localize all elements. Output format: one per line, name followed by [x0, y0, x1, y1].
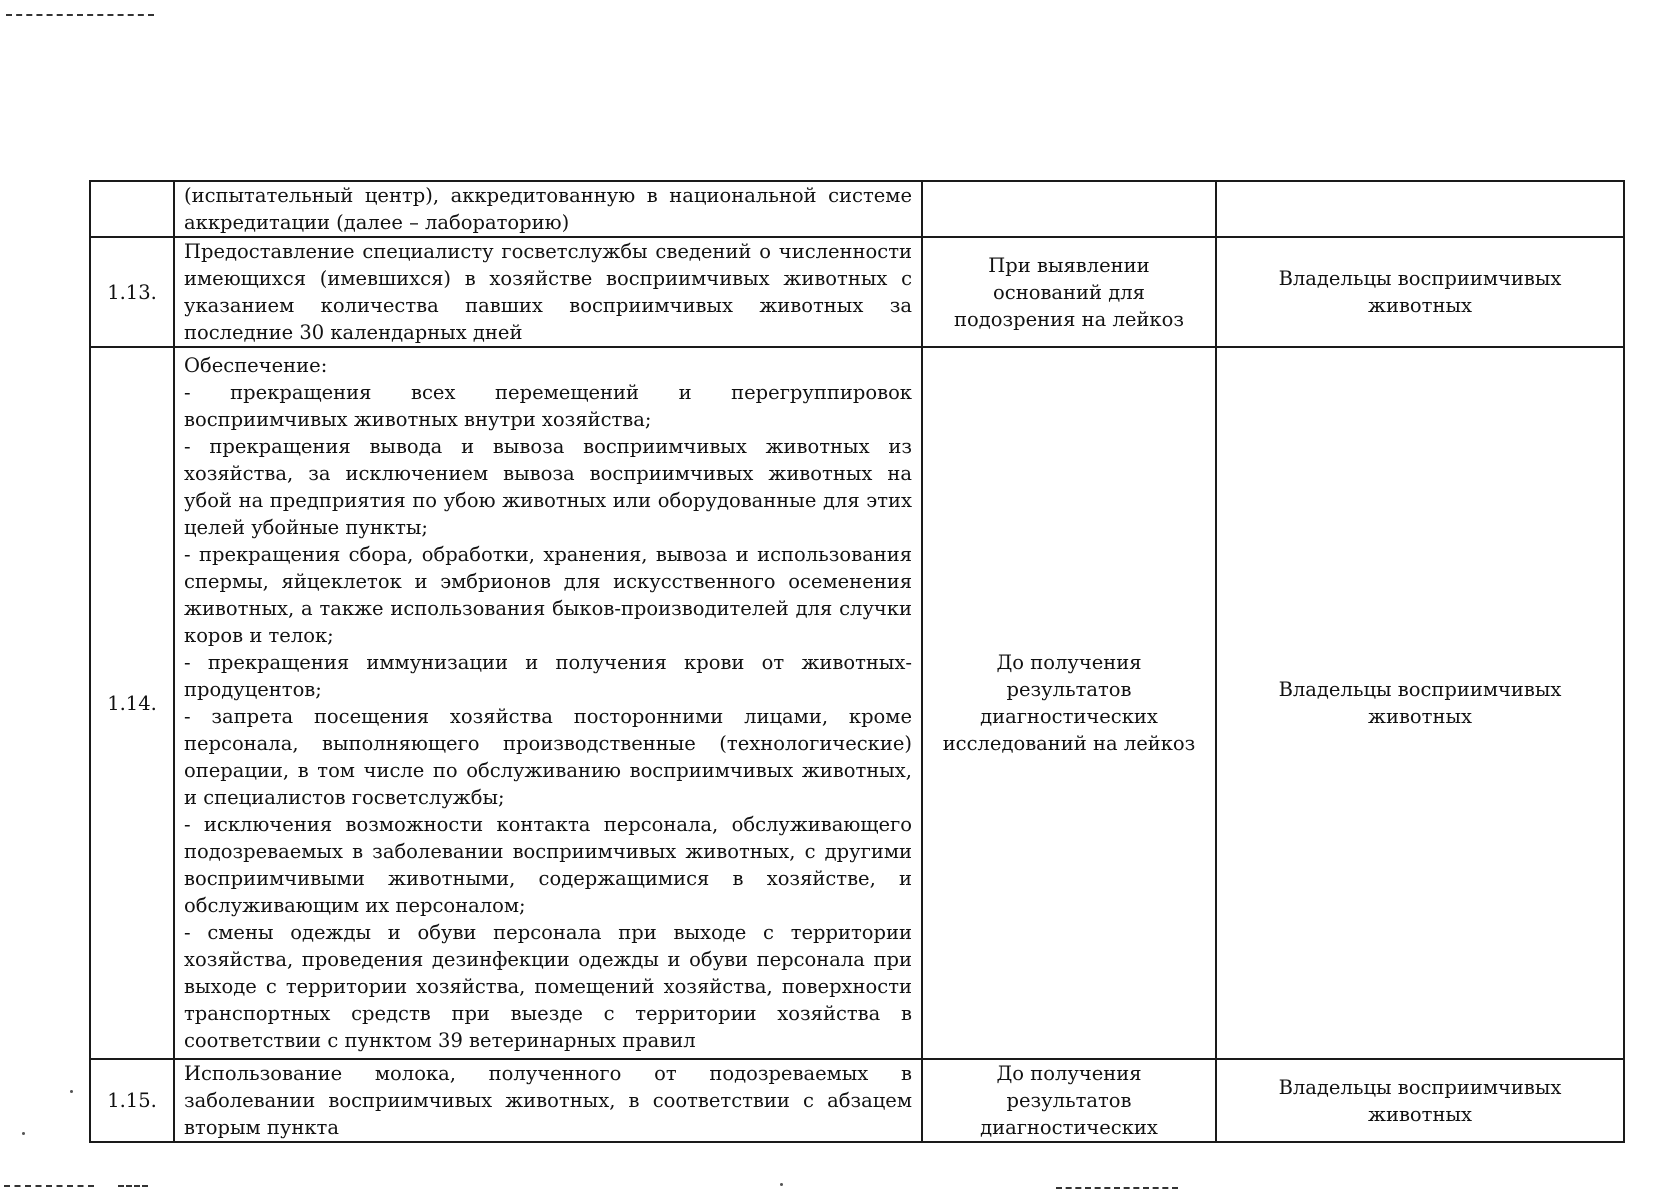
measure-cell [174, 347, 922, 1059]
responsible-cell [1216, 181, 1624, 237]
table-row-1-14 [90, 347, 1624, 1059]
row-number: 1.15. [90, 1059, 174, 1142]
table-row-1-13 [90, 237, 1624, 347]
measure-text: (испытательный центр), аккредитованную в национальной системе аккредитации (далее – лабораторию) [184, 184, 912, 234]
scan-artifact-top-left [6, 14, 154, 16]
measure-text: - запрета посещения хозяйства посторонними лицами, кроме персонала, выполняющего производственные (технологические) операции, в том числе по обслуживанию восприимчивых животных, и специалистов госветслужбы; [184, 705, 912, 809]
measures-table [89, 180, 1625, 1143]
scan-artifact-bottom-left [4, 1185, 94, 1187]
term-cell: При выявлении оснований для подозрения на лейкоз [922, 237, 1216, 347]
responsible-cell: Владельцы восприимчивых животных [1216, 347, 1624, 1059]
responsible-cell: Владельцы восприимчивых животных [1216, 1059, 1624, 1142]
term-cell [922, 181, 1216, 237]
responsible-cell: Владельцы восприимчивых животных [1216, 237, 1624, 347]
measure-text: Обеспечение: [184, 354, 328, 377]
measure-text: - смены одежды и обуви персонала при выходе с территории хозяйства, проведения дезинфекции одежды и обуви персонала при выходе с территории хозяйства, помещений хозяйства, поверхности транспортных средств при выезде с территории хозяйства в соответствии с пунктом 39 ветеринарных правил [184, 921, 912, 1052]
scan-artifact-bottom-left-2 [118, 1185, 148, 1187]
scan-dot-2 [22, 1132, 25, 1135]
term-cell: До получения результатов диагностических [922, 1059, 1216, 1142]
measure-cell [174, 237, 922, 347]
measure-text: - прекращения сбора, обработки, хранения, вывоза и использования спермы, яйцеклеток и эмбрионов для искусственного осеменения животных, а также использования быков-производителей для случки коров и телок; [184, 543, 912, 647]
measure-cell [174, 181, 922, 237]
scan-artifact-bottom-right [1056, 1187, 1178, 1189]
measure-cell [174, 1059, 922, 1142]
scan-dot-1 [70, 1090, 73, 1093]
scan-dot-3 [780, 1183, 783, 1186]
table-row-1-15 [90, 1059, 1624, 1142]
measure-text: - прекращения вывода и вывоза восприимчивых животных из хозяйства, за исключением вывоза восприимчивых животных на убой на предприятия по убою животных или оборудованные для этих целей убойные пункты; [184, 435, 912, 539]
row-number: 1.13. [90, 237, 174, 347]
row-number [90, 181, 174, 237]
measure-text: - исключения возможности контакта персонала, обслуживающего подозреваемых в заболевании восприимчивых животных, с другими восприимчивыми животными, содержащимися в хозяйстве, и обслуживающим их персоналом; [184, 813, 912, 917]
measure-text: - прекращения всех перемещений и перегруппировок восприимчивых животных внутри хозяйства; [184, 381, 912, 431]
measure-text: - прекращения иммунизации и получения крови от животных-продуцентов; [184, 651, 912, 701]
measure-text: Предоставление специалисту госветслужбы сведений о численности имеющихся (имевшихся) в хозяйстве восприимчивых животных с указанием количества павших восприимчивых животных за последние 30 календарных дней [184, 240, 912, 344]
term-cell: До получения результатов диагностических исследований на лейкоз [922, 347, 1216, 1059]
table-row-continuation [90, 181, 1624, 237]
row-number: 1.14. [90, 347, 174, 1059]
measure-text: Использование молока, полученного от подозреваемых в заболевании восприимчивых животных, в соответствии с абзацем вторым пункта [184, 1062, 912, 1139]
